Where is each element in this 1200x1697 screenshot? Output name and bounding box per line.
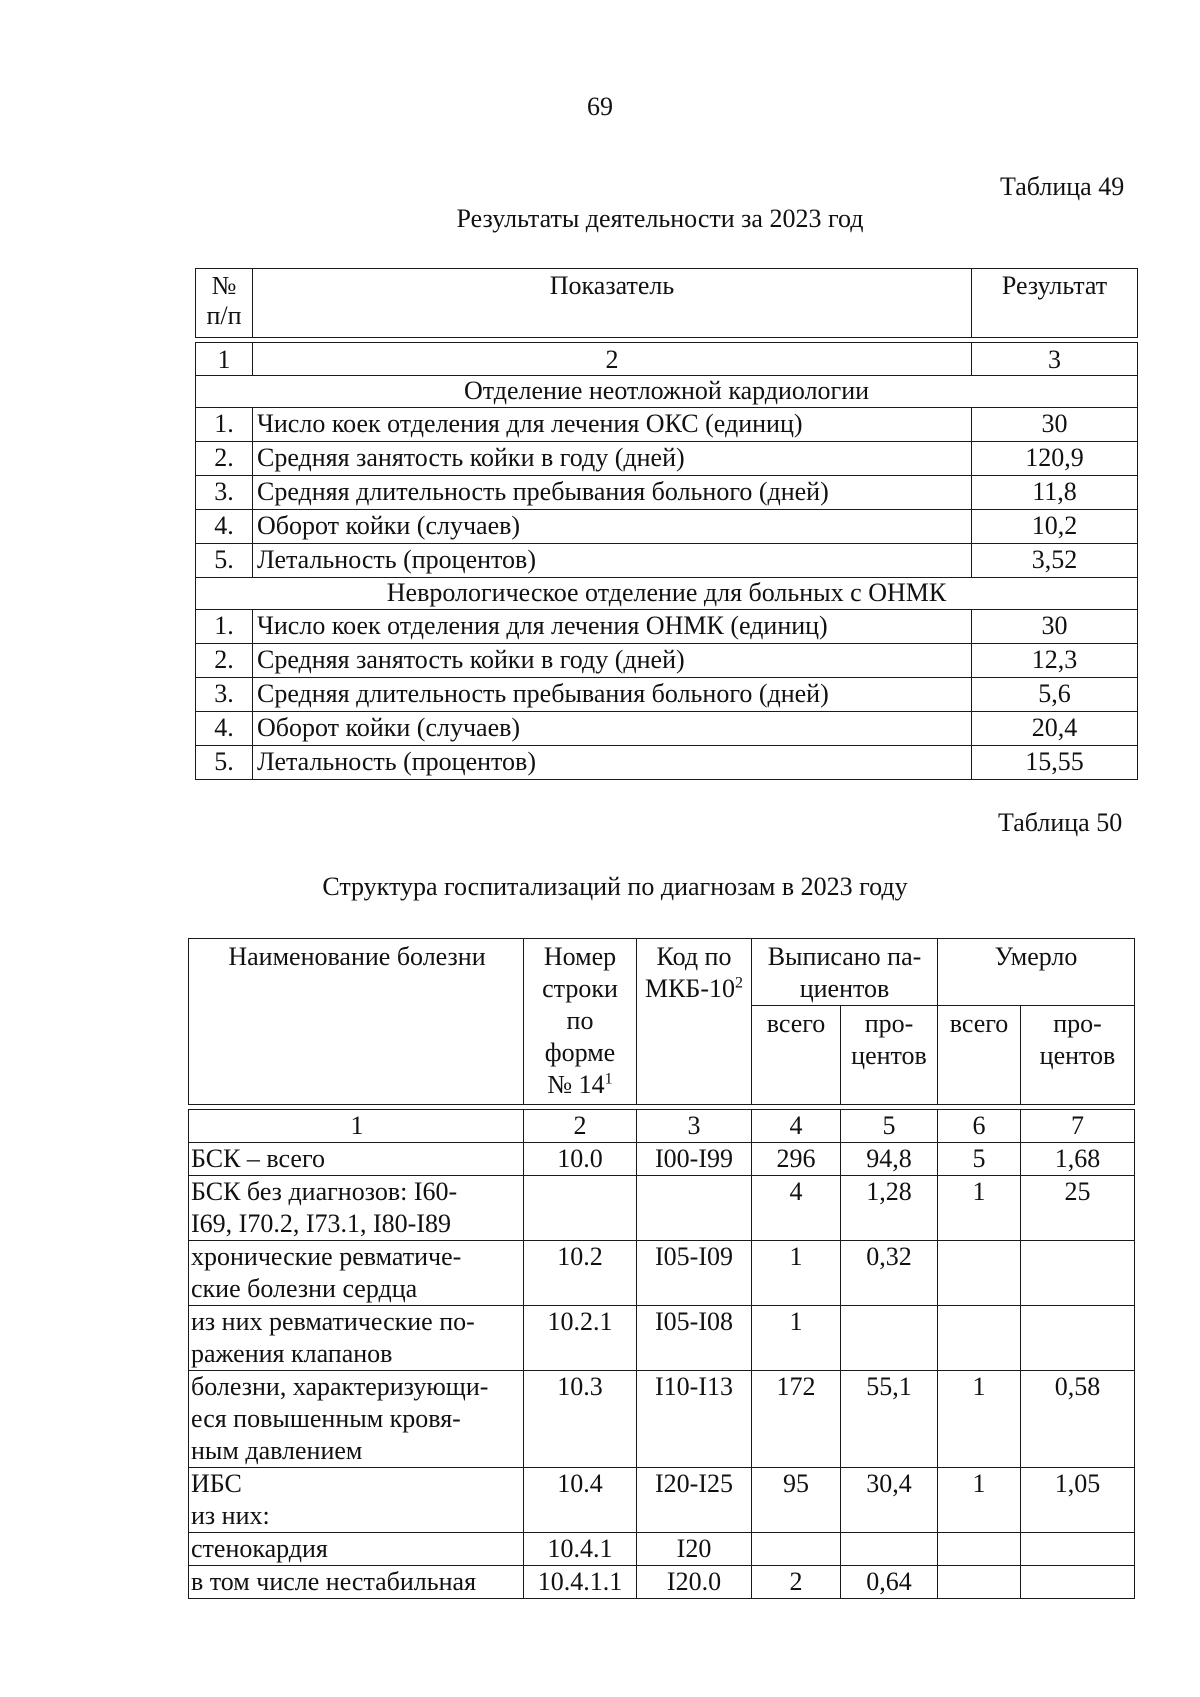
table-49-title: Результаты деятельности за 2023 год (456, 204, 864, 233)
footnote-mark: 1 (604, 1070, 613, 1088)
disease-name (189, 1143, 524, 1176)
died-total: 1 (938, 1371, 1021, 1468)
table-row (196, 678, 1138, 712)
header-text: МКБ-$10^2$ (644, 974, 744, 1003)
table-row (189, 1306, 1135, 1371)
table-row (189, 1533, 1135, 1566)
form-row-number: 10.4.1 (524, 1533, 637, 1566)
disease-name-line: в том числе нестабильная (191, 1567, 477, 1596)
header-text: про- (1053, 1009, 1102, 1038)
row-number: 2. (196, 644, 253, 678)
header-text: Код по (656, 942, 732, 971)
icd-code: I05-I09 (637, 1241, 752, 1306)
header-text: № $14^1$ (547, 1070, 613, 1099)
header-disease: Наименование болезни (189, 939, 524, 1105)
section-row (196, 376, 1138, 408)
form-row-number: 10.2 (524, 1241, 637, 1306)
row-result: 11,8 (972, 476, 1138, 510)
discharged-total: 95 (752, 1468, 841, 1533)
row-result: 30 (972, 610, 1138, 644)
column-number: 7 (1021, 1110, 1135, 1143)
row-indicator: Оборот койки (случаев) (253, 712, 972, 746)
header-text: Номер (543, 942, 617, 971)
column-number-row (196, 343, 1138, 376)
row-indicator: Число коек отделения для лечения ОКС (единиц) (253, 408, 972, 442)
row-indicator: Оборот койки (случаев) (253, 510, 972, 544)
table-row (196, 712, 1138, 746)
row-indicator: Средняя занятость койки в году (дней) (253, 644, 972, 678)
row-indicator: Средняя занятость койки в году (дней) (253, 442, 972, 476)
section-heading: Отделение неотложной кардиологии (196, 376, 1138, 408)
died-percent: 25 (1021, 1176, 1135, 1241)
disease-name-line: из них: (191, 1501, 270, 1530)
footnote-mark: 2 (735, 974, 744, 992)
died-total: 1 (938, 1176, 1021, 1241)
disease-name-line: I69, I70.2, I73.1, I80-I89 (191, 1209, 451, 1238)
disease-name-line: ражения клапанов (191, 1339, 393, 1368)
icd-code: I20.0 (637, 1566, 752, 1599)
table-row (189, 1241, 1135, 1306)
form-row-number: 10.3 (524, 1371, 637, 1468)
header-text: строки (542, 974, 618, 1003)
row-number: 3. (196, 678, 253, 712)
row-result: 3,52 (972, 544, 1138, 578)
died-percent: 1,68 (1021, 1143, 1135, 1176)
row-number: 2. (196, 442, 253, 476)
row-number: 4. (196, 712, 253, 746)
table-row (196, 644, 1138, 678)
form-row-number: 10.4 (524, 1468, 637, 1533)
died-percent (1021, 1533, 1135, 1566)
died-total (938, 1533, 1021, 1566)
section-row (196, 578, 1138, 610)
died-total: 5 (938, 1143, 1021, 1176)
died-percent: 0,58 (1021, 1371, 1135, 1468)
form-row-number: 10.4.1.1 (524, 1566, 637, 1599)
header-died-pct (1021, 1006, 1135, 1105)
table-row (196, 442, 1138, 476)
disease-name-line: еся повышенным кровя- (191, 1404, 461, 1433)
row-result: 10,2 (972, 510, 1138, 544)
icd-code: I05-I08 (637, 1306, 752, 1371)
disease-name-line: стенокардия (191, 1534, 328, 1563)
disease-name-line: хронические ревматиче- (191, 1242, 462, 1271)
disease-name-line: ские болезни сердца (191, 1274, 418, 1303)
table-row (196, 510, 1138, 544)
header-text: циентов (799, 974, 890, 1003)
table-row (189, 1468, 1135, 1533)
header-text: по (566, 1006, 594, 1035)
died-percent (1021, 1241, 1135, 1306)
disease-name (189, 1533, 524, 1566)
column-number: 2 (524, 1110, 637, 1143)
disease-name (189, 1241, 524, 1306)
header-number (196, 269, 253, 338)
column-number: 6 (938, 1110, 1021, 1143)
row-number: 4. (196, 510, 253, 544)
header-number-line1: № (211, 271, 237, 300)
icd-code: I20-I25 (637, 1468, 752, 1533)
row-indicator: Средняя длительность пребывания больного (дней) (253, 476, 972, 510)
column-number: 3 (637, 1110, 752, 1143)
section-heading: Неврологическое отделение для больных с ОНМК (196, 578, 1138, 610)
table-row (196, 610, 1138, 644)
header-text: центов (851, 1041, 927, 1070)
header-text: про- (864, 1009, 914, 1038)
discharged-percent: 0,64 (841, 1566, 938, 1599)
row-indicator: Летальность (процентов) (253, 544, 972, 578)
table-header-row (196, 269, 1138, 338)
table-49 (195, 268, 1138, 780)
header-number-line2: п/п (206, 301, 242, 330)
row-result: 20,4 (972, 712, 1138, 746)
icd-code: I00-I99 (637, 1143, 752, 1176)
header-text: Выписано па- (767, 942, 922, 971)
row-result: 30 (972, 408, 1138, 442)
table-row (189, 1566, 1135, 1599)
disease-name-line: из них ревматические по- (191, 1307, 475, 1336)
form-row-number (524, 1176, 637, 1241)
header-discharged (752, 939, 938, 1006)
died-percent: 1,05 (1021, 1468, 1135, 1533)
discharged-percent: 0,32 (841, 1241, 938, 1306)
page-number: 69 (587, 92, 613, 121)
column-number: 5 (841, 1110, 938, 1143)
header-died-total: всего (938, 1006, 1021, 1105)
column-number-row (189, 1110, 1135, 1143)
column-number: 1 (196, 343, 253, 376)
table-row (189, 1176, 1135, 1241)
disease-name (189, 1371, 524, 1468)
row-number: 1. (196, 610, 253, 644)
table-row (196, 746, 1138, 780)
disease-name (189, 1306, 524, 1371)
disease-name (189, 1468, 524, 1533)
table-50-title: Структура госпитализаций по диагнозам в 2023 году (322, 872, 908, 901)
header-text: форме (544, 1038, 616, 1067)
header-indicator: Показатель (253, 269, 972, 338)
column-number: 1 (189, 1110, 524, 1143)
header-icd-code (637, 939, 752, 1105)
discharged-percent (841, 1306, 938, 1371)
form-row-number: 10.2.1 (524, 1306, 637, 1371)
discharged-total: 4 (752, 1176, 841, 1241)
discharged-total: 296 (752, 1143, 841, 1176)
row-number: 3. (196, 476, 253, 510)
discharged-percent: 94,8 (841, 1143, 938, 1176)
died-total (938, 1306, 1021, 1371)
header-row-number (524, 939, 637, 1105)
discharged-total: 2 (752, 1566, 841, 1599)
table-50-label: Таблица 50 (998, 808, 1123, 837)
row-number: 5. (196, 746, 253, 780)
header-discharged-pct (841, 1006, 938, 1105)
died-total: 1 (938, 1468, 1021, 1533)
icd-code (637, 1176, 752, 1241)
row-indicator: Средняя длительность пребывания больного (дней) (253, 678, 972, 712)
table-row (189, 1143, 1135, 1176)
icd-code: I20 (637, 1533, 752, 1566)
row-result: 5,6 (972, 678, 1138, 712)
table-row (196, 476, 1138, 510)
form-row-number: 10.0 (524, 1143, 637, 1176)
row-result: 12,3 (972, 644, 1138, 678)
row-indicator: Летальность (процентов) (253, 746, 972, 780)
discharged-percent: 30,4 (841, 1468, 938, 1533)
column-number: 2 (253, 343, 972, 376)
table-row (189, 1371, 1135, 1468)
table-row (196, 544, 1138, 578)
disease-name-line: БСК без диагнозов: I60- (191, 1177, 458, 1206)
discharged-total: 172 (752, 1371, 841, 1468)
disease-name-line: ИБС (191, 1469, 242, 1498)
table-49-label: Таблица 49 (1000, 172, 1125, 201)
row-number: 1. (196, 408, 253, 442)
icd-code: I10-I13 (637, 1371, 752, 1468)
disease-name (189, 1176, 524, 1241)
disease-name-line: болезни, характеризующи- (191, 1372, 489, 1401)
table-row (196, 408, 1138, 442)
discharged-total (752, 1533, 841, 1566)
discharged-percent: 55,1 (841, 1371, 938, 1468)
row-result: 15,55 (972, 746, 1138, 780)
disease-name-line: ным давлением (191, 1436, 363, 1465)
column-number: 4 (752, 1110, 841, 1143)
died-percent (1021, 1566, 1135, 1599)
table-header-row (189, 939, 1135, 1006)
row-indicator: Число коек отделения для лечения ОНМК (единиц) (253, 610, 972, 644)
column-number: 3 (972, 343, 1138, 376)
disease-name-line: БСК – всего (191, 1144, 325, 1173)
died-percent (1021, 1306, 1135, 1371)
discharged-total: 1 (752, 1241, 841, 1306)
died-total (938, 1566, 1021, 1599)
header-died: Умерло (938, 939, 1135, 1006)
discharged-total: 1 (752, 1306, 841, 1371)
died-total (938, 1241, 1021, 1306)
discharged-percent (841, 1533, 938, 1566)
table-50 (188, 938, 1135, 1599)
disease-name (189, 1566, 524, 1599)
row-number: 5. (196, 544, 253, 578)
header-text: центов (1039, 1041, 1116, 1070)
header-discharged-total: всего (752, 1006, 841, 1105)
discharged-percent: 1,28 (841, 1176, 938, 1241)
header-result: Результат (972, 269, 1138, 338)
row-result: 120,9 (972, 442, 1138, 476)
